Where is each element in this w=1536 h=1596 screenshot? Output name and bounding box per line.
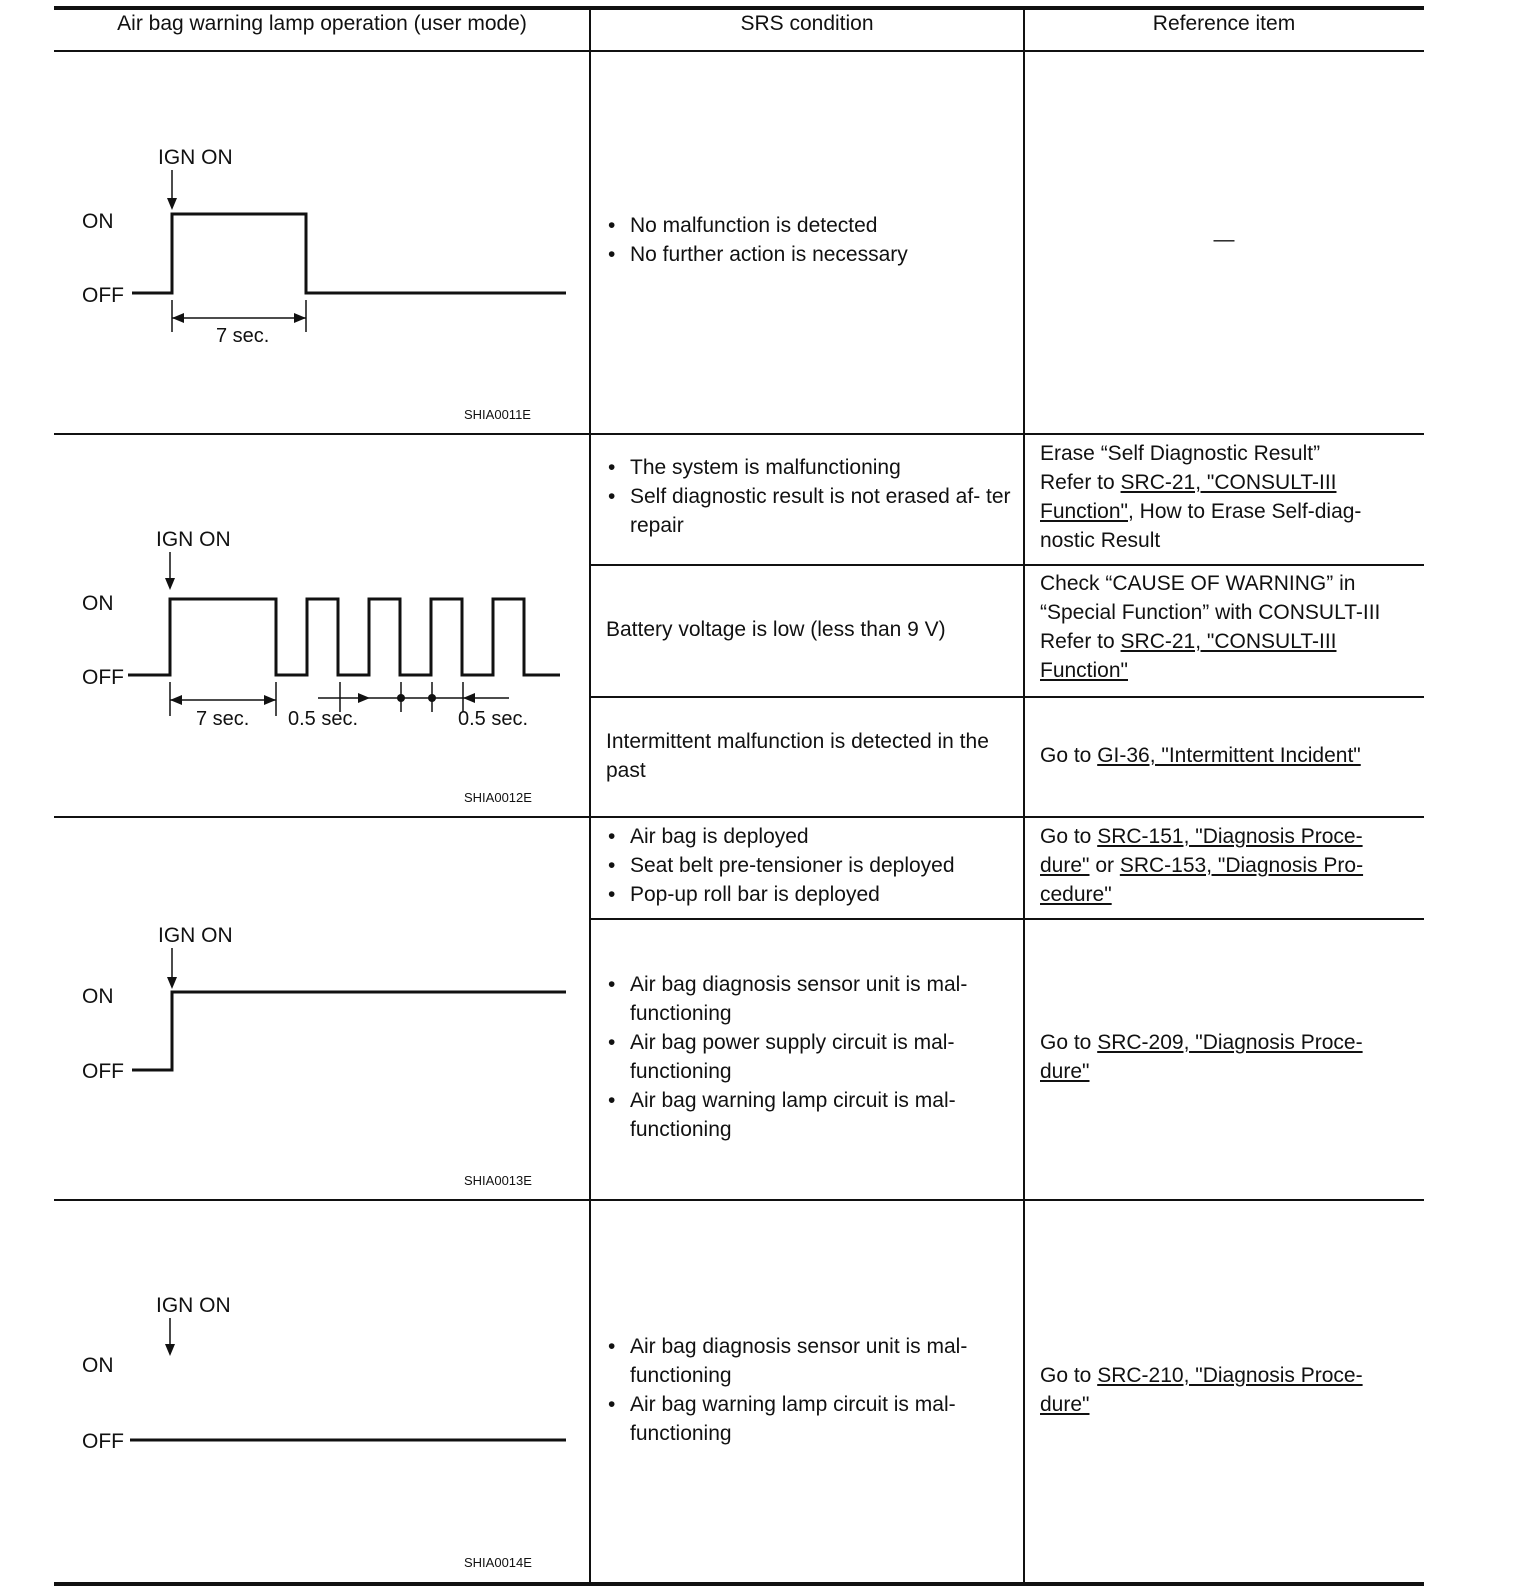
- reference-text: , How to Erase Self-diag- nostic Result: [1040, 500, 1362, 552]
- ign-on-label: IGN ON: [158, 924, 233, 947]
- reference-link[interactable]: SRC-21, "CONSULT-III Function": [1040, 630, 1337, 682]
- header-lamp-operation: Air bag warning lamp operation (user mode): [117, 12, 527, 35]
- condition-item: • No malfunction is detected: [606, 211, 1011, 240]
- ign-on-label: IGN ON: [158, 146, 233, 169]
- off-label: OFF: [82, 1060, 124, 1083]
- lamp-timing-diagram-continuous-on: [54, 817, 590, 1199]
- condition-item: • No further action is necessary: [606, 240, 1011, 269]
- off-label: OFF: [82, 1430, 124, 1453]
- srs-condition-row2a: [606, 453, 1011, 540]
- condition-item: • Air bag diagnosis sensor unit is mal- functioning: [606, 970, 1011, 1028]
- srs-condition-row4: [606, 1332, 1011, 1448]
- condition-item: • Air bag warning lamp circuit is mal- functioning: [606, 1390, 1011, 1448]
- reference-text: or: [1089, 854, 1120, 877]
- off-label: OFF: [82, 284, 124, 307]
- on-label: ON: [82, 985, 114, 1008]
- reference-link[interactable]: GI-36, "Intermittent Incident": [1097, 744, 1361, 767]
- seven-sec-label: 7 sec.: [216, 325, 270, 347]
- srs-condition-row1: [606, 211, 1011, 269]
- subrow-divider: [590, 696, 1424, 698]
- figure-id: SHIA0014E: [464, 1555, 532, 1570]
- reference-text: Erase “Self Diagnostic Result”: [1040, 442, 1321, 465]
- reference-row2b: [1040, 569, 1420, 685]
- half-sec-label: 0.5 sec.: [458, 708, 529, 730]
- half-sec-label: 0.5 sec.: [288, 708, 359, 730]
- figure-id: SHIA0012E: [464, 790, 532, 805]
- reference-link[interactable]: SRC-153, "Diagnosis Pro- cedure": [1040, 854, 1364, 906]
- reference-link[interactable]: SRC-210, "Diagnosis Proce- dure": [1040, 1364, 1363, 1416]
- condition-item: • Air bag warning lamp circuit is mal- functioning: [606, 1086, 1011, 1144]
- condition-item: • The system is malfunctioning: [606, 453, 1011, 482]
- reference-text: Go to: [1040, 1364, 1098, 1387]
- figure-id: SHIA0013E: [464, 1173, 532, 1188]
- subrow-divider: [590, 564, 1424, 566]
- reference-row3b: [1040, 1028, 1410, 1086]
- on-label: ON: [82, 1354, 114, 1377]
- reference-row3a: [1040, 822, 1410, 909]
- lamp-timing-diagram-flashing: [54, 434, 590, 816]
- srs-condition-row3a: [606, 822, 1011, 909]
- reference-text: Go to: [1040, 1031, 1098, 1054]
- reference-row2c: [1040, 741, 1420, 770]
- reference-text: Refer to: [1040, 471, 1121, 494]
- reference-link[interactable]: SRC-209, "Diagnosis Proce- dure": [1040, 1031, 1363, 1083]
- reference-row4: [1040, 1361, 1410, 1419]
- reference-text: Check “CAUSE OF WARNING” in “Special Function” with CONSULT-III: [1040, 572, 1381, 624]
- reference-row2a: [1040, 439, 1410, 555]
- srs-condition-row3b: [606, 970, 1011, 1144]
- condition-item: • Air bag power supply circuit is mal- functioning: [606, 1028, 1011, 1086]
- ign-on-label: IGN ON: [156, 1294, 231, 1317]
- on-label: ON: [82, 592, 114, 615]
- reference-row1: —: [1213, 228, 1235, 251]
- reference-text: Refer to: [1040, 630, 1121, 653]
- header-reference-item: Reference item: [1152, 12, 1296, 35]
- srs-condition-row2b: Battery voltage is low (less than 9 V): [606, 618, 946, 641]
- condition-item: • Air bag is deployed: [606, 822, 1011, 851]
- header-srs-condition: SRS condition: [740, 12, 874, 35]
- table-bottom-rule: [54, 1582, 1424, 1586]
- ign-on-label: IGN ON: [156, 528, 231, 551]
- reference-text: Go to: [1040, 825, 1098, 848]
- reference-link[interactable]: SRC-21, "CONSULT-III Function": [1040, 471, 1337, 523]
- condition-item: • Seat belt pre-tensioner is deployed: [606, 851, 1011, 880]
- lamp-timing-diagram-always-off: [54, 1200, 590, 1582]
- seven-sec-label: 7 sec.: [196, 708, 250, 730]
- lamp-timing-diagram-normal: [54, 52, 590, 433]
- off-label: OFF: [82, 666, 124, 689]
- table-top-rule: [54, 6, 1424, 10]
- condition-item: • Air bag diagnosis sensor unit is mal- functioning: [606, 1332, 1011, 1390]
- condition-item: • Pop-up roll bar is deployed: [606, 880, 1011, 909]
- condition-item: • Self diagnostic result is not erased af- ter repair: [606, 482, 1011, 540]
- figure-id: SHIA0011E: [464, 407, 531, 422]
- on-label: ON: [82, 210, 114, 233]
- srs-condition-row2c: Intermittent malfunction is detected in the past: [606, 730, 989, 782]
- reference-text: Go to: [1040, 744, 1098, 767]
- subrow-divider: [590, 918, 1424, 920]
- reference-link[interactable]: SRC-151, "Diagnosis Proce- dure": [1040, 825, 1363, 877]
